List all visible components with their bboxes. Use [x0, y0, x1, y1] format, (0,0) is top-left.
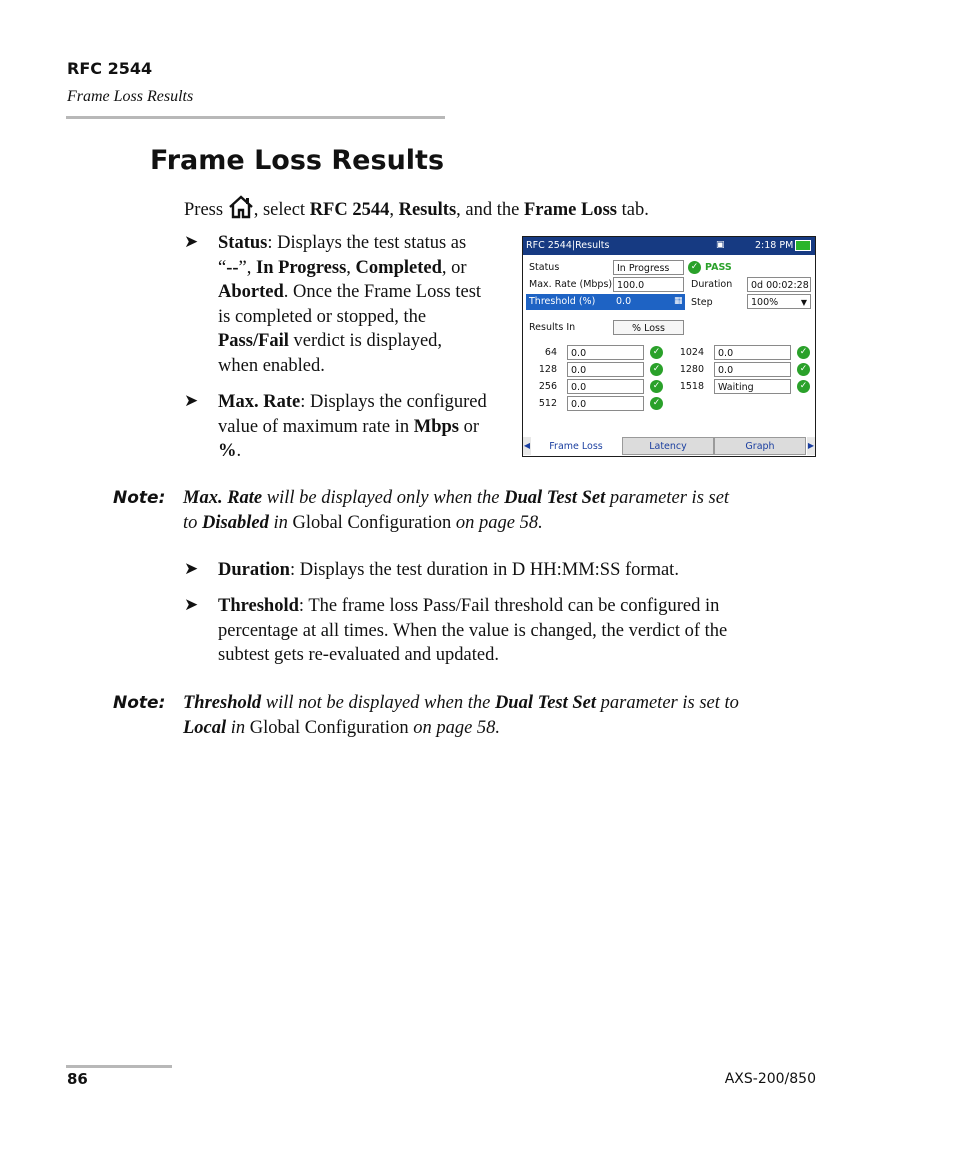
- text: parameter is set to: [596, 693, 739, 713]
- term: Threshold: [183, 693, 262, 713]
- device-time: 2:18 PM: [755, 240, 794, 251]
- intro-bold: Results: [398, 200, 457, 220]
- pass-check-icon: ✓: [650, 363, 663, 376]
- text: : Displays the configured: [300, 392, 487, 412]
- pass-check-icon: ✓: [650, 397, 663, 410]
- left-row-value-field: 0.0: [567, 379, 644, 394]
- duration-label: Duration: [691, 279, 733, 290]
- bullet-arrow-icon: ➤: [184, 559, 199, 578]
- text: parameter is set: [605, 488, 730, 508]
- right-row-size-label: 1518: [679, 381, 704, 392]
- maxrate-bullet-text: [218, 390, 518, 464]
- bullet-arrow-icon: ➤: [184, 232, 199, 251]
- pass-check-icon: ✓: [650, 346, 663, 359]
- text: is completed or stopped, the: [218, 306, 427, 327]
- term: Duration: [218, 560, 290, 580]
- note-label: Note:: [113, 693, 166, 713]
- tab-graph[interactable]: Graph: [714, 437, 806, 455]
- text: in: [268, 512, 293, 533]
- threshold-label: Threshold (%): [529, 296, 596, 307]
- term: Max. Rate: [183, 488, 263, 508]
- tab-scroll-right-icon[interactable]: ▶: [807, 437, 815, 455]
- left-row-size-label: 512: [538, 398, 557, 409]
- header-rule: [66, 116, 445, 119]
- bullet-arrow-icon: ➤: [184, 391, 199, 410]
- term: Mbps: [413, 416, 459, 437]
- note-1-text: [183, 486, 823, 535]
- text: : Displays the test duration in D HH:MM:SS format.: [289, 560, 679, 580]
- intro-text: , select: [253, 200, 310, 220]
- threshold-row-selected[interactable]: [526, 294, 685, 310]
- text: value of maximum rate in: [218, 416, 414, 437]
- right-row-value-field: Waiting: [714, 379, 791, 394]
- step-select[interactable]: [747, 294, 811, 309]
- link-global-configuration[interactable]: Global Configuration: [292, 512, 452, 533]
- term: Completed: [355, 257, 442, 278]
- device-titlebar: [523, 237, 815, 255]
- text: in: [226, 717, 250, 738]
- intro-bold: RFC 2544: [309, 200, 390, 220]
- intro-text: tab.: [616, 200, 649, 220]
- pass-check-icon: ✓: [797, 380, 810, 393]
- term: %: [218, 441, 237, 461]
- intro-text: , and the: [456, 200, 524, 220]
- note-label: Note:: [113, 488, 166, 508]
- intro-text: ,: [389, 200, 399, 220]
- status-bullet-text: [218, 231, 518, 378]
- note-2-text: [183, 691, 823, 740]
- left-row-size-label: 64: [544, 347, 557, 358]
- footer-rule: [66, 1065, 172, 1068]
- keypad-icon[interactable]: ▦: [674, 296, 683, 306]
- running-header-subsection: Frame Loss Results: [67, 88, 194, 105]
- left-row-value-field: 0.0: [567, 396, 644, 411]
- text: subtest gets re-evaluated and updated.: [218, 645, 499, 665]
- threshold-value[interactable]: 0.0: [616, 296, 632, 307]
- term: Disabled: [202, 512, 269, 533]
- step-value: 100%: [751, 297, 779, 308]
- text: “: [218, 257, 227, 278]
- term: Dual Test Set: [504, 488, 606, 508]
- duration-bullet-text: [218, 558, 818, 583]
- step-label: Step: [691, 297, 713, 308]
- term: Threshold: [218, 596, 299, 616]
- threshold-bullet-text: [218, 594, 818, 668]
- intro-text: Press: [184, 200, 228, 220]
- pass-check-icon: ✓: [650, 380, 663, 393]
- left-row-size-label: 128: [538, 364, 557, 375]
- term: Dual Test Set: [494, 693, 597, 713]
- tab-latency[interactable]: Latency: [622, 437, 714, 455]
- text: to: [183, 512, 203, 533]
- running-header-section: RFC 2544: [67, 59, 153, 78]
- intro-bold: Frame Loss: [523, 200, 617, 220]
- battery-icon: [795, 240, 811, 251]
- chevron-down-icon: ▼: [800, 298, 807, 307]
- text: on page 58.: [451, 512, 543, 533]
- left-row-value-field: 0.0: [567, 345, 644, 360]
- link-global-configuration[interactable]: Global Configuration: [249, 717, 409, 738]
- tab-scroll-left-icon[interactable]: ◀: [523, 437, 531, 455]
- device-title: RFC 2544|Results: [526, 240, 610, 251]
- right-row-size-label: 1024: [679, 347, 704, 358]
- term: --: [226, 257, 239, 278]
- printer-icon: ▣: [716, 240, 725, 250]
- maxrate-field[interactable]: 100.0: [613, 277, 684, 292]
- page-number: 86: [67, 1070, 88, 1088]
- text: will be displayed only when the: [262, 488, 505, 508]
- pass-check-icon: ✓: [797, 346, 810, 359]
- home-icon: [228, 195, 254, 227]
- verdict-label: PASS: [705, 262, 732, 273]
- maxrate-label: Max. Rate (Mbps): [529, 279, 613, 290]
- text: . Once the Frame Loss test: [283, 282, 482, 302]
- right-row-value-field: 0.0: [714, 345, 791, 360]
- device-screenshot: [522, 236, 816, 457]
- text: : The frame loss Pass/Fail threshold can be configured in: [298, 596, 720, 616]
- duration-field: 0d 00:02:28: [747, 277, 811, 292]
- product-model: AXS-200/850: [724, 1071, 816, 1087]
- text: .: [236, 441, 242, 461]
- tab-frame-loss[interactable]: Frame Loss: [531, 437, 621, 455]
- term: Aborted: [218, 282, 284, 302]
- status-field: In Progress: [613, 260, 684, 275]
- text: verdict is displayed,: [288, 331, 443, 351]
- term: Max. Rate: [218, 392, 301, 412]
- text: percentage at all times. When the value is changed, the verdict of the: [218, 620, 728, 641]
- term: In Progress: [256, 257, 347, 278]
- page-title: Frame Loss Results: [150, 145, 445, 176]
- text: , or: [441, 257, 467, 278]
- term: Local: [183, 717, 227, 738]
- text: ,: [346, 257, 356, 278]
- right-row-size-label: 1280: [679, 364, 704, 375]
- text: will not be displayed when the: [261, 693, 495, 713]
- intro-paragraph: [184, 195, 649, 227]
- text: : Displays the test status as: [267, 233, 467, 253]
- left-row-size-label: 256: [538, 381, 557, 392]
- results-in-label: Results In: [529, 322, 576, 333]
- term: Pass/Fail: [218, 331, 289, 351]
- text: when enabled.: [218, 355, 325, 376]
- term: Status: [218, 233, 268, 253]
- bullet-arrow-icon: ➤: [184, 595, 199, 614]
- left-row-value-field: 0.0: [567, 362, 644, 377]
- text: or: [458, 416, 480, 437]
- text: ”,: [238, 257, 257, 278]
- text: on page 58.: [408, 717, 501, 738]
- pass-check-icon: ✓: [688, 261, 701, 274]
- pass-check-icon: ✓: [797, 363, 810, 376]
- results-in-button[interactable]: % Loss: [613, 320, 684, 335]
- status-label: Status: [529, 262, 560, 273]
- right-row-value-field: 0.0: [714, 362, 791, 377]
